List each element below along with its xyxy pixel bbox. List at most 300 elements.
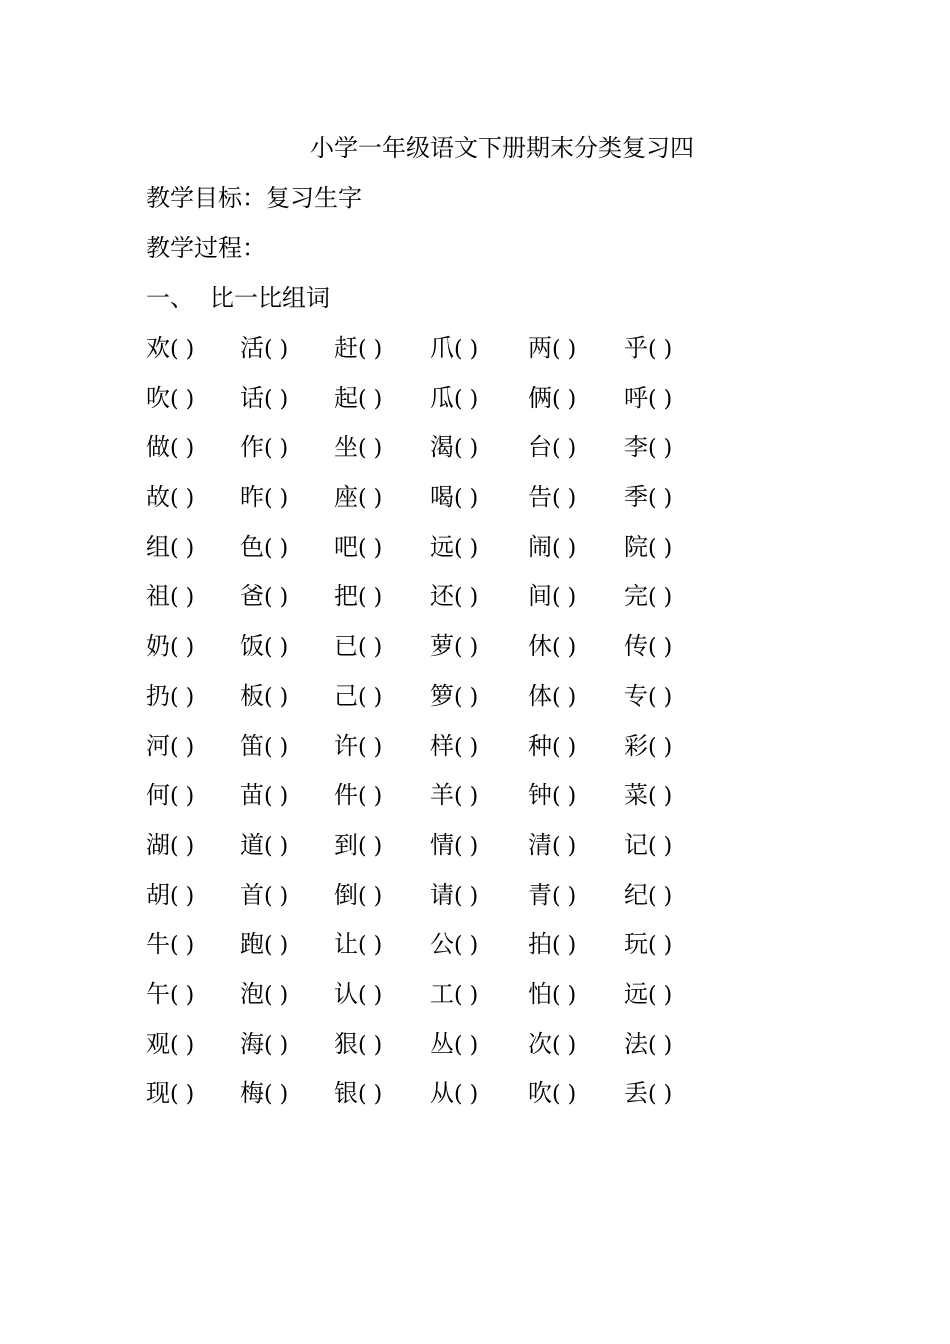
- word-item: [240, 728, 288, 766]
- answer-blank[interactable]: ( ): [358, 933, 383, 959]
- character: 昨: [240, 483, 264, 512]
- character: 坐: [334, 433, 358, 462]
- answer-blank[interactable]: ( ): [454, 784, 479, 810]
- answer-blank[interactable]: ( ): [264, 535, 289, 561]
- answer-blank[interactable]: ( ): [358, 386, 383, 412]
- word-item: [430, 777, 478, 815]
- answer-blank[interactable]: ( ): [648, 386, 673, 412]
- answer-blank[interactable]: ( ): [648, 585, 673, 611]
- answer-blank[interactable]: ( ): [552, 337, 577, 362]
- character: 狠: [334, 1029, 358, 1058]
- character: 饭: [240, 632, 264, 661]
- character: 闹: [528, 532, 552, 561]
- character: 板: [240, 681, 264, 710]
- answer-blank[interactable]: ( ): [454, 635, 479, 661]
- character: 纪: [624, 880, 648, 909]
- answer-blank[interactable]: ( ): [358, 585, 383, 611]
- character: 渴: [430, 433, 454, 462]
- word-item: [146, 330, 194, 368]
- answer-blank[interactable]: ( ): [264, 734, 289, 760]
- word-item: [528, 926, 576, 964]
- character: 传: [624, 632, 648, 661]
- word-item: [240, 380, 288, 418]
- word-item: [430, 628, 478, 666]
- character: 从: [430, 1079, 454, 1108]
- word-item: [334, 529, 382, 567]
- answer-blank[interactable]: ( ): [552, 1032, 577, 1058]
- answer-blank[interactable]: ( ): [358, 982, 383, 1008]
- answer-blank[interactable]: ( ): [648, 337, 673, 362]
- character: 丢: [624, 1079, 648, 1108]
- character: 青: [528, 880, 552, 909]
- answer-blank[interactable]: ( ): [552, 833, 577, 859]
- word-item: [624, 777, 672, 815]
- word-item: [430, 380, 478, 418]
- word-item: [430, 976, 478, 1014]
- character: 瓜: [430, 383, 454, 412]
- answer-blank[interactable]: ( ): [648, 535, 673, 561]
- character: 倒: [334, 880, 358, 909]
- character: 到: [334, 830, 358, 859]
- character: 钟: [528, 781, 552, 810]
- teaching-goal: 教学目标：复习生字: [146, 184, 362, 212]
- word-item: [624, 429, 672, 467]
- answer-blank[interactable]: ( ): [358, 486, 383, 512]
- word-row: [146, 877, 786, 927]
- character: 话: [240, 383, 264, 412]
- character: 奶: [146, 632, 170, 661]
- answer-blank[interactable]: ( ): [264, 982, 289, 1008]
- character: 爸: [240, 582, 264, 611]
- character: 告: [528, 483, 552, 512]
- answer-blank[interactable]: ( ): [454, 982, 479, 1008]
- character: 起: [334, 383, 358, 412]
- answer-blank[interactable]: ( ): [552, 436, 577, 462]
- word-item: [146, 380, 194, 418]
- word-item: [430, 877, 478, 915]
- character: 季: [624, 483, 648, 512]
- character: 样: [430, 731, 454, 760]
- word-item: [240, 330, 288, 368]
- teaching-process-heading: 教学过程：: [146, 234, 266, 262]
- answer-blank[interactable]: ( ): [264, 585, 289, 611]
- character: 扔: [146, 681, 170, 710]
- word-item: [146, 678, 194, 716]
- answer-blank[interactable]: ( ): [648, 436, 673, 462]
- word-item: [334, 926, 382, 964]
- character: 工: [430, 979, 454, 1008]
- character: 情: [430, 830, 454, 859]
- character: 休: [528, 632, 552, 661]
- word-item: [528, 827, 576, 865]
- answer-blank[interactable]: ( ): [170, 883, 195, 909]
- character: 彩: [624, 731, 648, 760]
- word-item: [146, 877, 194, 915]
- word-item: [334, 628, 382, 666]
- character: 记: [624, 830, 648, 859]
- character: 现: [146, 1079, 170, 1108]
- character: 跑: [240, 930, 264, 959]
- answer-blank[interactable]: ( ): [264, 1082, 289, 1108]
- character: 吧: [334, 532, 358, 561]
- word-item: [240, 777, 288, 815]
- character: 远: [430, 532, 454, 561]
- word-item: [624, 926, 672, 964]
- character: 观: [146, 1029, 170, 1058]
- word-item: [624, 628, 672, 666]
- character: 清: [528, 830, 552, 859]
- character: 作: [240, 433, 264, 462]
- character: 种: [528, 731, 552, 760]
- character: 牛: [146, 930, 170, 959]
- answer-blank[interactable]: ( ): [648, 982, 673, 1008]
- word-item: [430, 578, 478, 616]
- answer-blank[interactable]: ( ): [552, 386, 577, 412]
- section-label: 比一比组词: [210, 284, 330, 312]
- character: 把: [334, 582, 358, 611]
- character: 胡: [146, 880, 170, 909]
- answer-blank[interactable]: ( ): [170, 635, 195, 661]
- character: 己: [334, 681, 358, 710]
- answer-blank[interactable]: ( ): [264, 883, 289, 909]
- word-row: [146, 926, 786, 976]
- answer-blank[interactable]: ( ): [264, 933, 289, 959]
- character: 何: [146, 781, 170, 810]
- answer-blank[interactable]: ( ): [264, 784, 289, 810]
- word-row: [146, 1026, 786, 1076]
- word-item: [240, 529, 288, 567]
- character: 俩: [528, 383, 552, 412]
- word-item: [528, 479, 576, 517]
- character: 笛: [240, 731, 264, 760]
- answer-blank[interactable]: ( ): [454, 883, 479, 909]
- character: 呼: [624, 383, 648, 412]
- answer-blank[interactable]: ( ): [170, 535, 195, 561]
- word-item: [624, 678, 672, 716]
- word-item: [334, 1026, 382, 1064]
- word-item: [334, 728, 382, 766]
- word-item: [624, 479, 672, 517]
- character: 法: [624, 1029, 648, 1058]
- character: 间: [528, 582, 552, 611]
- character: 河: [146, 731, 170, 760]
- word-row: [146, 1075, 786, 1125]
- answer-blank[interactable]: ( ): [454, 486, 479, 512]
- character: 许: [334, 731, 358, 760]
- answer-blank[interactable]: ( ): [358, 684, 383, 710]
- answer-blank[interactable]: ( ): [358, 833, 383, 859]
- word-item: [430, 479, 478, 517]
- answer-blank[interactable]: ( ): [552, 585, 577, 611]
- answer-blank[interactable]: ( ): [264, 436, 289, 462]
- character: 湖: [146, 830, 170, 859]
- answer-blank[interactable]: ( ): [552, 535, 577, 561]
- word-item: [334, 479, 382, 517]
- answer-blank[interactable]: ( ): [264, 684, 289, 710]
- answer-blank[interactable]: ( ): [264, 386, 289, 412]
- character: 午: [146, 979, 170, 1008]
- character: 拍: [528, 930, 552, 959]
- word-item: [240, 479, 288, 517]
- answer-blank[interactable]: ( ): [648, 734, 673, 760]
- answer-blank[interactable]: ( ): [264, 833, 289, 859]
- answer-blank[interactable]: ( ): [358, 784, 383, 810]
- character: 做: [146, 433, 170, 462]
- character: 赶: [334, 334, 358, 362]
- character: 李: [624, 433, 648, 462]
- word-item: [334, 1075, 382, 1113]
- character: 吹: [146, 383, 170, 412]
- answer-blank[interactable]: ( ): [454, 684, 479, 710]
- answer-blank[interactable]: ( ): [170, 337, 195, 362]
- character: 院: [624, 532, 648, 561]
- word-item: [146, 578, 194, 616]
- word-row: [146, 777, 786, 827]
- character: 完: [624, 582, 648, 611]
- character: 专: [624, 681, 648, 710]
- word-item: [624, 1026, 672, 1064]
- word-item: [146, 1075, 194, 1113]
- answer-blank[interactable]: ( ): [454, 833, 479, 859]
- word-item: [528, 777, 576, 815]
- answer-blank[interactable]: ( ): [648, 684, 673, 710]
- character: 泡: [240, 979, 264, 1008]
- answer-blank[interactable]: ( ): [552, 883, 577, 909]
- section-number: 一、: [146, 284, 194, 312]
- word-row: [146, 479, 786, 529]
- word-item: [624, 976, 672, 1014]
- word-item: [240, 976, 288, 1014]
- word-item: [240, 1026, 288, 1064]
- answer-blank[interactable]: ( ): [552, 684, 577, 710]
- word-item: [430, 1026, 478, 1064]
- word-item: [240, 926, 288, 964]
- character: 远: [624, 979, 648, 1008]
- answer-blank[interactable]: ( ): [264, 486, 289, 512]
- word-comparison-grid: [146, 330, 786, 1125]
- character: 怕: [528, 979, 552, 1008]
- word-item: [146, 976, 194, 1014]
- answer-blank[interactable]: ( ): [358, 337, 383, 362]
- answer-blank[interactable]: ( ): [170, 982, 195, 1008]
- word-item: [528, 529, 576, 567]
- word-item: [528, 578, 576, 616]
- answer-blank[interactable]: ( ): [264, 635, 289, 661]
- character: 欢: [146, 334, 170, 362]
- answer-blank[interactable]: ( ): [170, 436, 195, 462]
- answer-blank[interactable]: ( ): [454, 933, 479, 959]
- word-item: [430, 1075, 478, 1113]
- word-item: [624, 578, 672, 616]
- word-item: [240, 429, 288, 467]
- answer-blank[interactable]: ( ): [170, 1082, 195, 1108]
- word-item: [528, 628, 576, 666]
- word-row: [146, 330, 786, 380]
- character: 活: [240, 334, 264, 362]
- character: 银: [334, 1079, 358, 1108]
- word-item: [240, 628, 288, 666]
- word-item: [146, 1026, 194, 1064]
- character: 座: [334, 483, 358, 512]
- character: 色: [240, 532, 264, 561]
- word-row: [146, 380, 786, 430]
- character: 梅: [240, 1079, 264, 1108]
- answer-blank[interactable]: ( ): [552, 1082, 577, 1108]
- character: 苗: [240, 781, 264, 810]
- answer-blank[interactable]: ( ): [648, 1032, 673, 1058]
- character: 首: [240, 880, 264, 909]
- word-item: [334, 578, 382, 616]
- answer-blank[interactable]: ( ): [358, 1032, 383, 1058]
- answer-blank[interactable]: ( ): [170, 784, 195, 810]
- word-item: [334, 380, 382, 418]
- word-item: [334, 877, 382, 915]
- word-row: [146, 976, 786, 1026]
- word-item: [334, 678, 382, 716]
- word-item: [430, 827, 478, 865]
- answer-blank[interactable]: ( ): [648, 1082, 673, 1108]
- word-item: [334, 330, 382, 368]
- word-item: [430, 429, 478, 467]
- word-item: [528, 678, 576, 716]
- word-row: [146, 578, 786, 628]
- word-item: [334, 777, 382, 815]
- word-row: [146, 827, 786, 877]
- answer-blank[interactable]: ( ): [170, 585, 195, 611]
- answer-blank[interactable]: ( ): [648, 833, 673, 859]
- word-item: [624, 877, 672, 915]
- word-item: [146, 728, 194, 766]
- word-item: [146, 429, 194, 467]
- character: 海: [240, 1029, 264, 1058]
- character: 玩: [624, 930, 648, 959]
- character: 认: [334, 979, 358, 1008]
- answer-blank[interactable]: ( ): [454, 535, 479, 561]
- character: 体: [528, 681, 552, 710]
- answer-blank[interactable]: ( ): [170, 734, 195, 760]
- character: 台: [528, 433, 552, 462]
- answer-blank[interactable]: ( ): [552, 486, 577, 512]
- answer-blank[interactable]: ( ): [454, 585, 479, 611]
- word-item: [146, 628, 194, 666]
- word-item: [624, 330, 672, 368]
- word-item: [334, 976, 382, 1014]
- word-item: [146, 529, 194, 567]
- answer-blank[interactable]: ( ): [170, 684, 195, 710]
- character: 故: [146, 483, 170, 512]
- answer-blank[interactable]: ( ): [552, 933, 577, 959]
- answer-blank[interactable]: ( ): [648, 933, 673, 959]
- answer-blank[interactable]: ( ): [170, 386, 195, 412]
- character: 丛: [430, 1029, 454, 1058]
- character: 让: [334, 930, 358, 959]
- word-item: [528, 976, 576, 1014]
- answer-blank[interactable]: ( ): [358, 1082, 383, 1108]
- character: 次: [528, 1029, 552, 1058]
- character: 已: [334, 632, 358, 661]
- word-item: [146, 777, 194, 815]
- word-item: [146, 926, 194, 964]
- answer-blank[interactable]: ( ): [454, 1082, 479, 1108]
- answer-blank[interactable]: ( ): [552, 734, 577, 760]
- character: 两: [528, 334, 552, 362]
- answer-blank[interactable]: ( ): [648, 486, 673, 512]
- answer-blank[interactable]: ( ): [264, 337, 289, 362]
- answer-blank[interactable]: ( ): [358, 883, 383, 909]
- word-item: [334, 827, 382, 865]
- word-row: [146, 628, 786, 678]
- answer-blank[interactable]: ( ): [552, 784, 577, 810]
- word-item: [240, 1075, 288, 1113]
- character: 箩: [430, 681, 454, 710]
- answer-blank[interactable]: ( ): [648, 883, 673, 909]
- answer-blank[interactable]: ( ): [648, 635, 673, 661]
- answer-blank[interactable]: ( ): [454, 337, 479, 362]
- answer-blank[interactable]: ( ): [170, 1032, 195, 1058]
- character: 乎: [624, 334, 648, 362]
- answer-blank[interactable]: ( ): [454, 1032, 479, 1058]
- word-item: [528, 728, 576, 766]
- word-item: [624, 529, 672, 567]
- word-item: [624, 1075, 672, 1113]
- answer-blank[interactable]: ( ): [454, 734, 479, 760]
- answer-blank[interactable]: ( ): [358, 436, 383, 462]
- answer-blank[interactable]: ( ): [358, 734, 383, 760]
- word-item: [334, 429, 382, 467]
- character: 道: [240, 830, 264, 859]
- section-heading: [146, 280, 330, 316]
- word-item: [528, 1026, 576, 1064]
- word-item: [146, 479, 194, 517]
- character: 吹: [528, 1079, 552, 1108]
- word-item: [240, 578, 288, 616]
- character: 爪: [430, 334, 454, 362]
- word-item: [240, 827, 288, 865]
- answer-blank[interactable]: ( ): [358, 635, 383, 661]
- word-row: [146, 728, 786, 778]
- word-item: [528, 877, 576, 915]
- word-item: [624, 380, 672, 418]
- character: 公: [430, 930, 454, 959]
- character: 组: [146, 532, 170, 561]
- answer-blank[interactable]: ( ): [170, 833, 195, 859]
- word-item: [146, 827, 194, 865]
- word-row: [146, 429, 786, 479]
- answer-blank[interactable]: ( ): [170, 486, 195, 512]
- answer-blank[interactable]: ( ): [552, 635, 577, 661]
- answer-blank[interactable]: ( ): [358, 535, 383, 561]
- word-row: [146, 529, 786, 579]
- character: 喝: [430, 483, 454, 512]
- character: 祖: [146, 582, 170, 611]
- word-item: [528, 380, 576, 418]
- character: 菜: [624, 781, 648, 810]
- character: 羊: [430, 781, 454, 810]
- answer-blank[interactable]: ( ): [454, 386, 479, 412]
- answer-blank[interactable]: ( ): [648, 784, 673, 810]
- answer-blank[interactable]: ( ): [454, 436, 479, 462]
- word-item: [240, 678, 288, 716]
- answer-blank[interactable]: ( ): [552, 982, 577, 1008]
- answer-blank[interactable]: ( ): [264, 1032, 289, 1058]
- word-item: [624, 728, 672, 766]
- character: 请: [430, 880, 454, 909]
- word-item: [430, 728, 478, 766]
- answer-blank[interactable]: ( ): [170, 933, 195, 959]
- character: 萝: [430, 632, 454, 661]
- document-title: 小学一年级语文下册期末分类复习四: [310, 134, 694, 162]
- word-item: [624, 827, 672, 865]
